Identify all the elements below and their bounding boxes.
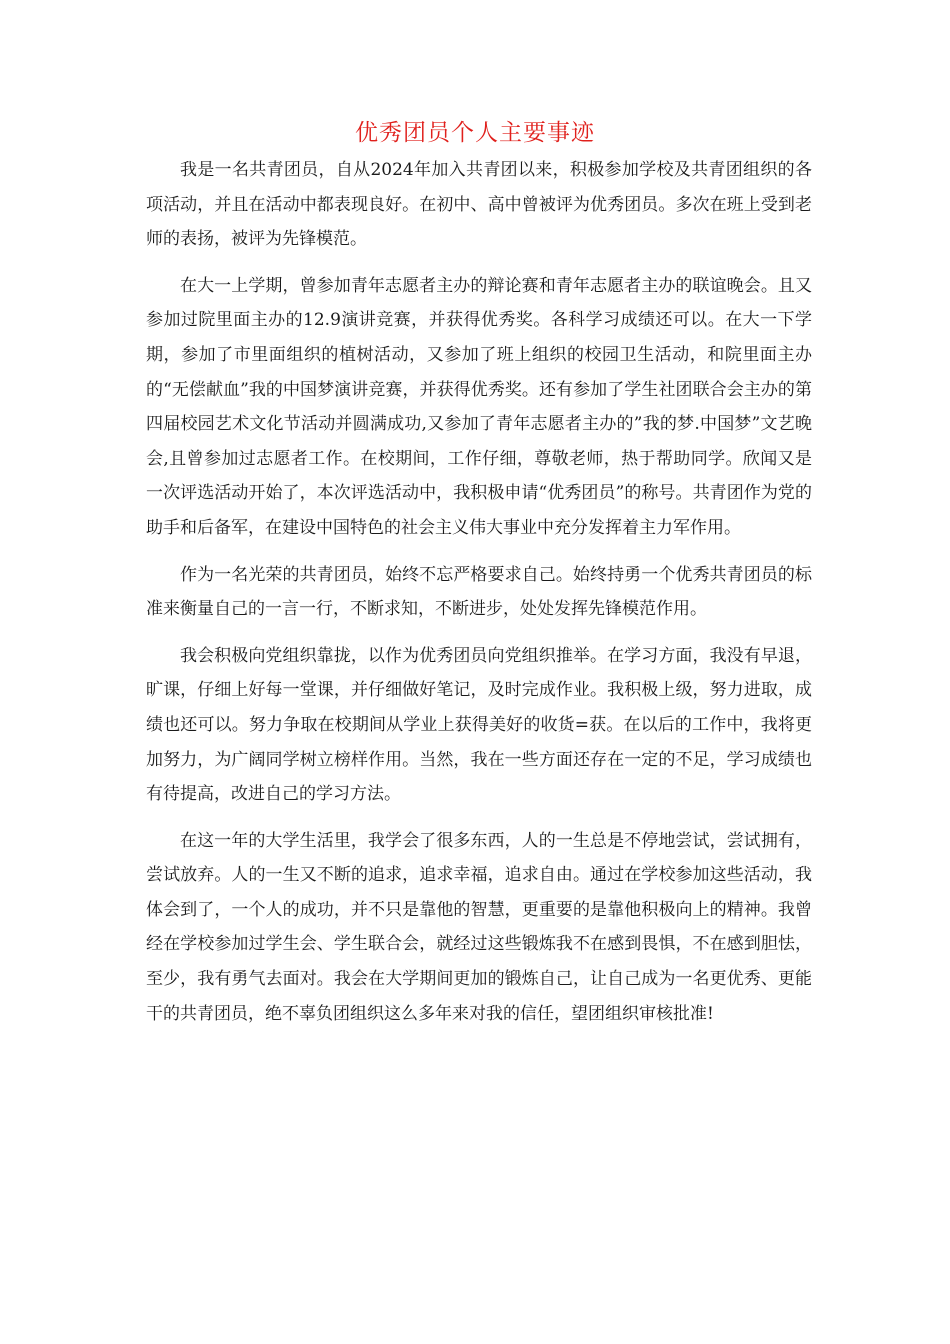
document-title: 优秀团员个人主要事迹 [355,120,595,146]
paragraph-intro: 我是一名共青团员，自从2024年加入共青团以来，积极参加学校及共青团组织的各项活动，并且在活动中都表现良好。在初中、高中曾被评为优秀团员。多次在班上受到老师的表扬，被评为先锋模范。 [146,160,812,250]
paragraph-self-discipline: 作为一名光荣的共青团员，始终不忘严格要求自己。始终持勇一个优秀共青团员的标准来衡量自己的一言一行，不断求知，不断进步，处处发挥先锋模范作用。 [146,564,812,620]
paragraph-conclusion: 在这一年的大学生活里，我学会了很多东西，人的一生总是不停地尝试，尝试拥有，尝试放弃。人的一生又不断的追求，追求幸福，追求自由。通过在学校参加这些活动，我体会到了，一个人的成功，并不只是靠他的智慧，更重要的是靠他积极向上的精神。我曾经在学校参加过学生会、学生联合会，就经过这些锻炼我不在感到畏惧，不在感到胆怯，至少，我有勇气去面对。我会在大学期间更加的锻炼自己，让自己成为一名更优秀、更能干的共青团员，绝不辜负团组织这么多年来对我的信任，望团组织审核批准! [146,830,812,1024]
paragraph-study: 我会积极向党组织靠拢，以作为优秀团员向党组织推举。在学习方面，我没有早退，旷课，仔细上好每一堂课，并仔细做好笔记，及时完成作业。我积极上级，努力进取，成绩也还可以。努力争取在校期间从学业上获得美好的收货=获。在以后的工作中，我将更加努力，为广阔同学树立榜样作用。当然，我在一些方面还存在一定的不足，学习成绩也有待提高，改进自己的学习方法。 [146,645,812,805]
document-body [146,153,812,1031]
paragraph-activities: 在大一上学期，曾参加青年志愿者主办的辩论赛和青年志愿者主办的联谊晚会。且又参加过院里面主办的12.9演讲竞赛，并获得优秀奖。各科学习成绩还可以。在大一下学期，参加了市里面组织的植树活动，又参加了班上组织的校园卫生活动，和院里面主办的“无偿献血”我的中国梦演讲竞赛，并获得优秀奖。还有参加了学生社团联合会主办的第四届校园艺术文化节活动并圆满成功,又参加了青年志愿者主办的”我的梦.中国梦”文艺晚会,且曾参加过志愿者工作。在校期间，工作仔细，尊敬老师，热于帮助同学。欣闻又是一次评选活动开始了，本次评选活动中，我积极申请“优秀团员”的称号。共青团作为党的助手和后备军，在建设中国特色的社会主义伟大事业中充分发挥着主力军作用。 [146,275,812,538]
